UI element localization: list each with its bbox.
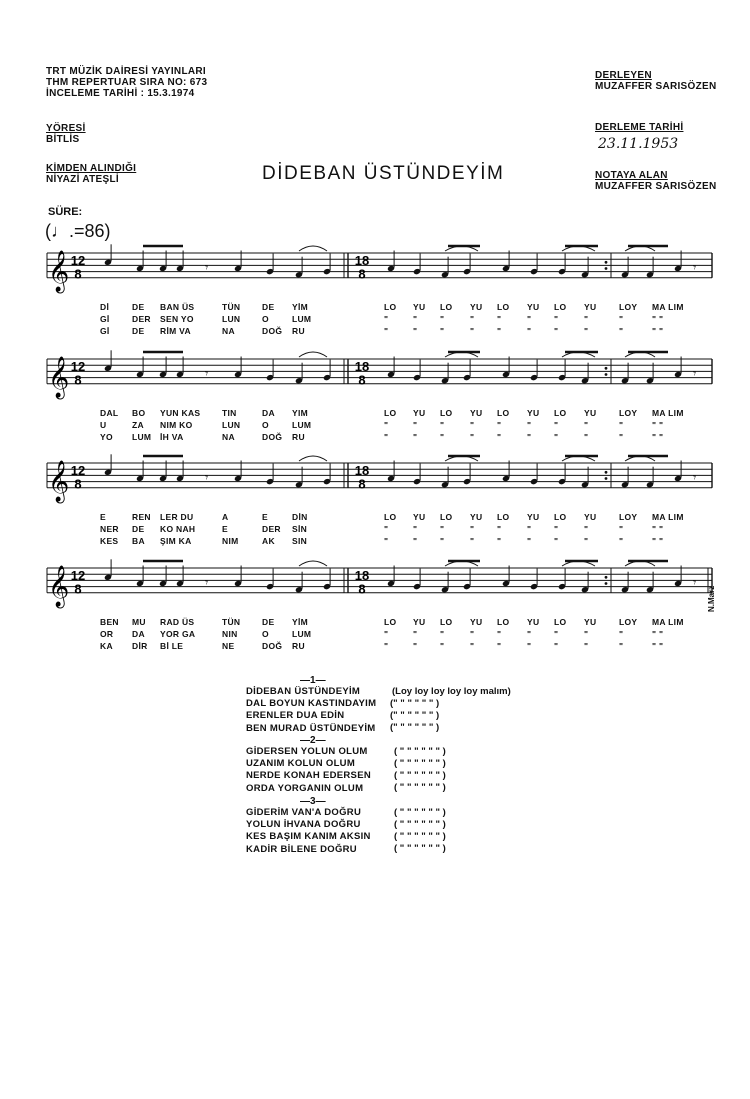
lyric-syllable: YO [100,431,113,442]
signature-mark: N.Marz [707,585,716,612]
lyric-syllable: " [440,419,445,430]
lyric-syllable: DOĞ [262,431,283,442]
eighth-rest-icon: 𝄾 [693,366,697,381]
lyric-syllable: " [384,640,389,651]
lyric-syllable: BA [132,535,145,546]
lyric-syllable: " [470,325,475,336]
lyric-syllable: U [100,419,107,430]
lyric-syllable: YU [470,407,483,418]
lyric-syllable: E [262,511,268,522]
lyric-syllable: O [262,419,269,430]
ditto-marks: ( " " " " " " ) [394,819,446,830]
lyric-syllable: YUN KAS [160,407,201,418]
lyric-syllable: YU [470,301,483,312]
lyric-syllable: " [413,640,418,651]
lyric-syllable: " [527,313,532,324]
ditto-marks: ( " " " " " " ) [394,807,446,818]
verse-line: NERDE KONAH EDERSEN [246,770,371,782]
lyric-syllable: " [554,523,559,534]
time-signature-18-8-numerator: 18 [354,358,370,374]
lyric-syllable: BAN ÜS [160,301,195,312]
lyric-syllable: Gİ [100,313,110,324]
lyric-syllable: DİN [292,511,308,522]
lyric-syllable: NIM KO [160,419,193,430]
lyric-syllable: " [527,431,532,442]
lyric-syllable: " [413,313,418,324]
lyric-syllable: " [413,523,418,534]
lyric-syllable: " [440,628,445,639]
eighth-rest-icon: 𝄾 [693,260,697,275]
lyric-syllable: YİM [292,616,309,627]
lyric-syllable: " [584,325,589,336]
refrain-text: (Loy loy loy loy loy malım) [392,686,511,697]
lyric-syllable: " [384,419,389,430]
eighth-rest-icon: 𝄾 [205,575,209,590]
lyric-syllable: " [470,419,475,430]
lyric-syllable: Bİ LE [160,640,184,651]
publisher-line: TRT MÜZİK DAİRESİ YAYINLARI [46,66,206,77]
ditto-marks: ( " " " " " " ) [394,770,446,781]
lyric-syllable: LO [384,301,397,312]
lyric-syllable: " [470,535,475,546]
lyric-syllable: LOY [619,616,638,627]
lyric-syllable: " " [652,325,664,336]
lyric-syllable: LO [440,616,453,627]
lyric-syllable: " " [652,523,664,534]
lyric-syllable: MA LIM [652,407,684,418]
lyric-syllable: YU [584,616,597,627]
lyric-syllable: NIM [222,535,239,546]
lyric-syllable: " [527,640,532,651]
lyric-syllable: " " [652,640,664,651]
lyric-syllable: " [554,628,559,639]
verse-number-1: —1— [300,675,326,686]
lyric-syllable: " [527,419,532,430]
lyric-syllable: " [619,419,624,430]
slur [299,352,327,357]
lyric-syllable: ZA [132,419,144,430]
lyric-syllable: RU [292,325,305,336]
slur [299,456,327,461]
lyric-syllable: YU [527,407,540,418]
collection-date-label: DERLEME TARİHİ [595,122,684,133]
source-label: KİMDEN ALINDIĞI [46,163,137,174]
lyric-syllable: " [497,628,502,639]
lyric-syllable: LOY [619,407,638,418]
lyric-syllable: NE [222,640,235,651]
verse-line: KES BAŞIM KANIM AKSIN [246,831,371,843]
lyric-syllable: YU [470,511,483,522]
lyric-syllable: YIM [292,407,309,418]
repeat-dot [605,582,608,585]
slur [299,561,327,566]
lyric-syllable: YİM [292,301,309,312]
lyric-syllable: TÜN [222,616,241,627]
lyric-syllable: " " [652,628,664,639]
ditto-marks: ( " " " " " " ) [394,782,446,793]
lyric-syllable: YU [413,407,426,418]
repeat-dot [605,373,608,376]
lyric-syllable: LO [497,407,510,418]
lyric-syllable: NIN [222,628,238,639]
lyric-syllable: " [619,325,624,336]
treble-clef-icon: 𝄞 [48,250,70,292]
lyric-syllable: LUM [292,628,312,639]
verse-line: GİDERİM VAN'A DOĞRU [246,807,362,818]
lyric-syllable: AK [262,535,275,546]
lyric-syllable: RU [292,640,305,651]
lyric-syllable: LUM [132,431,152,442]
lyric-syllable: RU [292,431,305,442]
verse-line: UZANIM KOLUN OLUM [246,758,356,770]
lyric-syllable: LO [554,511,567,522]
lyric-syllable: " [619,523,624,534]
song-title: DİDEBAN ÜSTÜNDEYİM [262,163,505,184]
lyric-syllable: LO [384,407,397,418]
lyric-syllable: LO [384,616,397,627]
lyric-syllable: YU [413,511,426,522]
lyric-syllable: " [584,640,589,651]
lyric-syllable: LO [554,407,567,418]
repeat-dot [605,471,608,474]
lyric-syllable: " [584,431,589,442]
time-signature-18-8-numerator: 18 [354,252,370,268]
lyric-syllable: " " [652,431,664,442]
time-signature-12-8-numerator: 12 [70,252,86,268]
lyric-syllable: RAD ÜS [160,616,195,627]
lyric-syllable: " [497,313,502,324]
lyric-syllable: KES [100,535,119,546]
lyric-syllable: YU [413,301,426,312]
lyric-syllable: " [619,628,624,639]
lyric-syllable: LO [384,511,397,522]
lyric-syllable: DAL [100,407,119,418]
lyric-syllable: " [413,628,418,639]
eighth-rest-icon: 𝄾 [205,366,209,381]
collection-date-value: 23.11.1953 [598,136,679,152]
ditto-marks: ( " " " " " " ) [394,831,446,842]
lyric-syllable: " [413,325,418,336]
region-label: YÖRESİ [46,123,86,134]
lyric-syllable: " [554,419,559,430]
lyric-syllable: OR [100,628,114,639]
lyric-syllable: LO [497,616,510,627]
lyric-syllable: " [470,523,475,534]
lyric-syllable: SEN YO [160,313,194,324]
repeat-dot [605,477,608,480]
lyric-syllable: " [413,419,418,430]
lyric-syllable: LO [554,301,567,312]
time-signature-18-8-denominator: 8 [358,581,366,597]
lyric-syllable: " [527,523,532,534]
time-signature-12-8-numerator: 12 [70,462,86,478]
lyric-syllable: " [440,313,445,324]
lyric-syllable: MA LIM [652,511,684,522]
lyric-syllable: DİR [132,640,148,651]
lyric-syllable: " [527,628,532,639]
lyric-syllable: " [470,640,475,651]
verse-2 [246,746,371,795]
time-signature-12-8-denominator: 8 [74,476,82,492]
ditto-marks: ( " " " " " " ) [394,843,446,854]
notation-label: NOTAYA ALAN [595,170,668,181]
treble-clef-icon: 𝄞 [48,565,70,607]
lyric-syllable: SIN [292,535,308,546]
source-value: NİYAZİ ATEŞLİ [46,174,119,185]
duration-label: SÜRE: [48,206,83,218]
lyric-syllable: YU [584,407,597,418]
lyric-syllable: YU [584,511,597,522]
verse-line: ORDA YORGANIN OLUM [246,782,364,794]
lyric-syllable: " " [652,313,664,324]
lyric-syllable: " [497,640,502,651]
treble-clef-icon: 𝄞 [48,356,70,398]
eighth-rest-icon: 𝄾 [693,575,697,590]
lyric-syllable: " [554,313,559,324]
repeat-dot [605,261,608,264]
lyric-syllable: DE [262,301,275,312]
verse-number-2: —2— [300,735,326,746]
lyric-syllable: " " [652,419,664,430]
collector-label: DERLEYEN [595,70,652,81]
lyric-syllable: " [384,523,389,534]
verse-line: BEN MURAD ÜSTÜNDEYİM [246,722,376,734]
lyric-syllable: " [584,523,589,534]
treble-clef-icon: 𝄞 [48,460,70,502]
lyric-syllable: " [584,628,589,639]
lyric-syllable: LOY [619,511,638,522]
lyric-syllable: " [497,535,502,546]
ditto-marks: (" " " " " " ) [390,710,440,721]
lyric-syllable: MU [132,616,146,627]
lyric-syllable: LUN [222,313,241,324]
lyric-syllable: " [440,535,445,546]
verse-line: DİDEBAN ÜSTÜNDEYİM [246,686,361,697]
lyric-syllable: " [384,431,389,442]
lyric-syllable: " [584,419,589,430]
ditto-marks: (" " " " " " ) [390,698,440,709]
lyric-syllable: NA [222,431,235,442]
lyric-syllable: DOĞ [262,640,283,651]
repeat-dot [605,367,608,370]
lyric-syllable: DOĞ [262,325,283,336]
lyric-syllable: " [440,640,445,651]
time-signature-18-8-numerator: 18 [354,462,370,478]
region-value: BİTLİS [46,134,80,145]
repeat-dot [605,267,608,270]
lyric-syllable: " [384,628,389,639]
lyric-syllable: E [222,523,228,534]
eighth-rest-icon: 𝄾 [693,470,697,485]
ditto-marks: ( " " " " " " ) [394,758,446,769]
lyric-syllable: O [262,628,269,639]
time-signature-12-8-numerator: 12 [70,567,86,583]
lyric-syllable: TIN [222,407,237,418]
time-signature-12-8-denominator: 8 [74,372,82,388]
lyric-syllable: BEN [100,616,119,627]
time-signature-12-8-numerator: 12 [70,358,86,374]
lyric-syllable: " [619,313,624,324]
time-signature-12-8-denominator: 8 [74,266,82,282]
lyric-syllable: DE [262,616,275,627]
lyric-syllable: KO NAH [160,523,196,534]
lyric-syllable: YU [470,616,483,627]
lyric-syllable: LO [497,511,510,522]
lyric-syllable: " [619,535,624,546]
lyric-syllable: " [619,431,624,442]
time-signature-18-8-denominator: 8 [358,266,366,282]
lyric-syllable: " " [652,535,664,546]
tempo-marking: (♩.=86) [45,221,111,241]
notation-value: MUZAFFER SARISÖZEN [595,181,717,192]
lyric-syllable: YU [527,511,540,522]
lyric-syllable: LO [440,511,453,522]
lyric-syllable: KA [100,640,113,651]
lyric-syllable: E [100,511,106,522]
lyric-syllable: " [497,523,502,534]
lyric-syllable: LO [554,616,567,627]
lyric-syllable: RİM VA [160,325,191,336]
lyric-syllable: LUM [292,313,312,324]
time-signature-18-8-denominator: 8 [358,476,366,492]
verse-number-3: —3— [300,796,326,807]
lyric-syllable: YU [413,616,426,627]
lyric-syllable: LUM [292,419,312,430]
lyric-syllable: O [262,313,269,324]
lyric-syllable: " [619,640,624,651]
time-signature-18-8-numerator: 18 [354,567,370,583]
verse-line: ERENLER DUA EDİN [246,710,345,722]
lyric-syllable: DE [132,325,145,336]
lyric-syllable: " [554,535,559,546]
lyric-syllable: LOY [619,301,638,312]
eighth-rest-icon: 𝄾 [205,470,209,485]
lyric-syllable: YU [527,616,540,627]
lyric-syllable: " [413,431,418,442]
lyric-syllable: " [470,628,475,639]
repertoire-number: THM REPERTUAR SIRA NO: 673 [46,77,208,88]
lyric-syllable: DA [132,628,145,639]
verse-line: KADİR BİLENE DOĞRU [246,843,357,855]
collector-value: MUZAFFER SARISÖZEN [595,81,717,92]
verse-3 [246,807,371,856]
repeat-dot [605,576,608,579]
time-signature-18-8-denominator: 8 [358,372,366,388]
lyric-syllable: NA [222,325,235,336]
lyric-syllable: REN [132,511,151,522]
lyric-syllable: TÜN [222,301,241,312]
lyric-syllable: LO [440,301,453,312]
lyric-syllable: NER [100,523,119,534]
lyric-syllable: " [470,313,475,324]
lyric-syllable: YU [584,301,597,312]
eighth-rest-icon: 𝄾 [205,260,209,275]
time-signature-12-8-denominator: 8 [74,581,82,597]
lyric-syllable: İH VA [160,431,184,442]
lyric-syllable: " [384,535,389,546]
lyric-syllable: LUN [222,419,241,430]
lyric-syllable: BO [132,407,146,418]
lyric-syllable: " [384,325,389,336]
lyric-syllable: " [413,535,418,546]
lyric-syllable: DE [132,301,145,312]
ditto-marks: ( " " " " " " ) [394,746,446,757]
lyric-syllable: LER DU [160,511,194,522]
lyric-syllable: " [440,431,445,442]
lyric-syllable: DA [262,407,275,418]
lyric-syllable: DER [262,523,281,534]
lyric-syllable: LO [440,407,453,418]
lyric-syllable: " [440,523,445,534]
lyric-syllable: DE [132,523,145,534]
lyric-syllable: " [497,325,502,336]
lyric-syllable: " [554,325,559,336]
lyric-syllable: " [527,535,532,546]
lyric-syllable: Gİ [100,325,110,336]
lyric-syllable: " [554,640,559,651]
lyric-syllable: " [527,325,532,336]
verse-line: GİDERSEN YOLUN OLUM [246,746,368,757]
lyric-syllable: " [584,313,589,324]
lyric-syllable: " [584,535,589,546]
lyric-syllable: " [470,431,475,442]
lyric-syllable: SİN [292,523,308,534]
lyric-syllable: YOR GA [160,628,196,639]
lyric-syllable: ŞIM KA [160,535,192,546]
lyric-syllable: YU [527,301,540,312]
verse-line: YOLUN İHVANA DOĞRU [246,819,361,831]
lyric-syllable: " [384,313,389,324]
ditto-marks: (" " " " " " ) [390,722,440,733]
lyric-syllable: " [497,419,502,430]
lyric-syllable: LO [497,301,510,312]
lyric-syllable: MA LIM [652,301,684,312]
lyric-syllable: " [440,325,445,336]
lyric-syllable: Dİ [100,301,110,312]
lyric-syllable: " [554,431,559,442]
verse-line: DAL BOYUN KASTINDAYIM [246,698,377,710]
lyric-syllable: MA LIM [652,616,684,627]
review-date: İNCELEME TARİHİ : 15.3.1974 [46,88,195,99]
lyric-syllable: " [497,431,502,442]
lyric-syllable: DER [132,313,151,324]
verse-1 [246,686,376,735]
lyric-syllable: A [222,511,229,522]
slur [299,246,327,251]
